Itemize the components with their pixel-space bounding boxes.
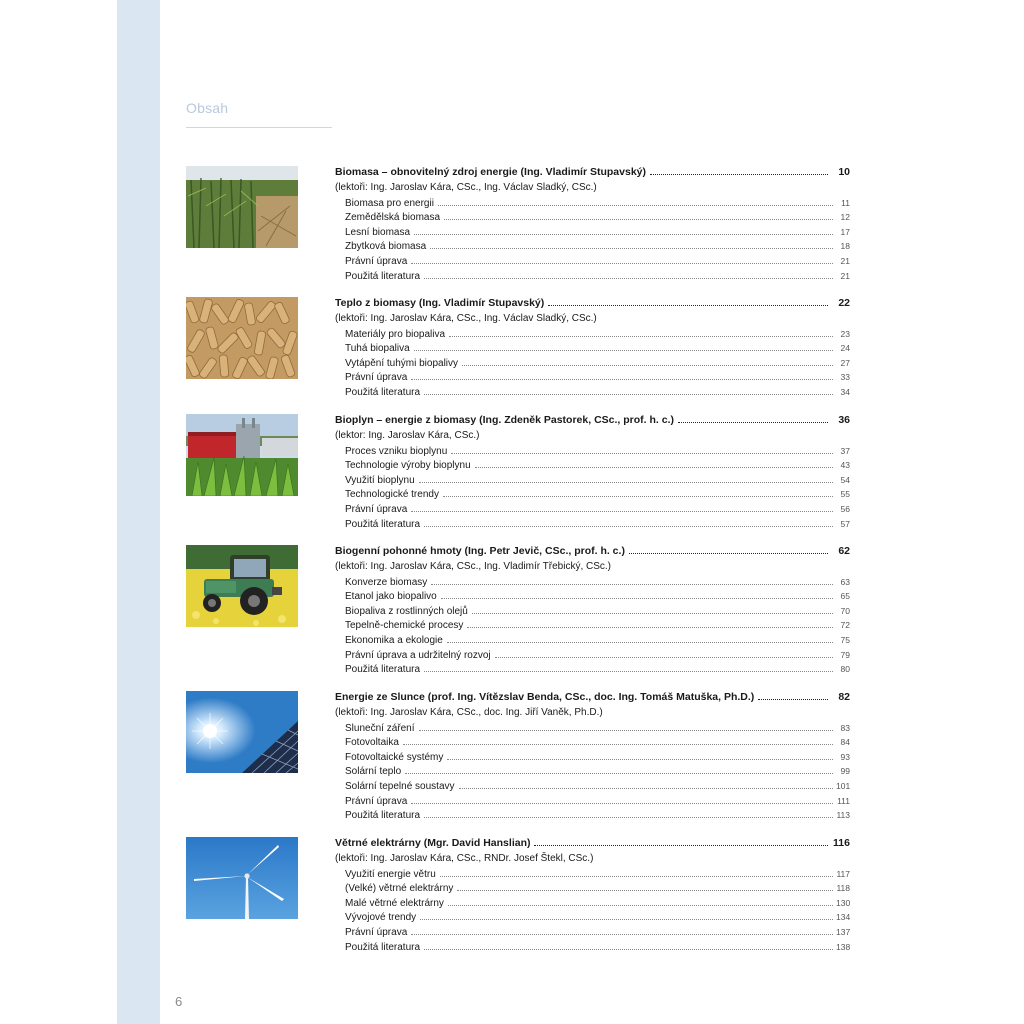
chapter-page-number: 62 xyxy=(838,545,850,557)
dot-leader xyxy=(411,379,833,380)
corn-field-photo xyxy=(186,166,298,248)
biogas-plant-photo xyxy=(186,414,298,496)
toc-item[interactable] xyxy=(335,487,850,502)
page-heading: Obsah xyxy=(186,100,229,116)
toc-item-page: 118 xyxy=(836,883,850,894)
toc-item[interactable] xyxy=(335,444,850,459)
chapter-title-text: Biomasa – obnovitelný zdroj energie (Ing. Vladimír Stupavský) xyxy=(335,166,646,178)
toc-item-page: 55 xyxy=(840,489,850,500)
toc-item-page: 72 xyxy=(840,620,850,631)
toc-item[interactable] xyxy=(335,254,850,269)
toc-item-label: Právní úprava xyxy=(345,255,408,267)
dot-leader xyxy=(420,919,833,920)
dot-leader xyxy=(411,511,833,512)
toc-item[interactable] xyxy=(335,502,850,517)
toc-item-page: 137 xyxy=(836,926,851,937)
tractor-rapeseed-photo xyxy=(186,545,298,627)
toc-item-page: 43 xyxy=(840,460,850,471)
toc-item-page: 33 xyxy=(840,372,850,383)
toc-item-label: Sluneční záření xyxy=(345,722,415,734)
chapter-reviewers: (lektoři: Ing. Jaroslav Kára, CSc., Ing. Václav Sladký, CSc.) xyxy=(335,182,597,193)
dot-leader xyxy=(451,453,833,454)
toc-item-page: 134 xyxy=(836,912,851,923)
chapter-title[interactable] xyxy=(335,691,850,706)
toc-item-page: 57 xyxy=(840,518,850,529)
toc-item-label: Tepelně-chemické procesy xyxy=(345,620,464,632)
dot-leader xyxy=(472,613,833,614)
toc-item-label: Právní úprava xyxy=(345,795,408,807)
dot-leader xyxy=(424,278,833,279)
toc-item-label: Právní úprava xyxy=(345,926,408,938)
toc-item-label: Zemědělská biomasa xyxy=(345,212,441,224)
toc-item-page: 117 xyxy=(836,868,850,879)
toc-item[interactable] xyxy=(335,196,850,211)
toc-item[interactable] xyxy=(335,225,850,240)
dot-leader xyxy=(758,699,828,700)
toc-item-label: Konverze biomasy xyxy=(345,576,428,588)
dot-leader xyxy=(411,263,833,264)
toc-item-label: Solární teplo xyxy=(345,766,402,778)
dot-leader xyxy=(419,482,833,483)
dot-leader xyxy=(462,365,833,366)
toc-item-page: 75 xyxy=(840,634,850,645)
toc-item[interactable] xyxy=(335,662,850,677)
dot-leader xyxy=(424,671,833,672)
toc-item-page: 93 xyxy=(840,751,850,762)
wood-pellets-photo xyxy=(186,297,298,379)
toc-item-label: Použitá literatura xyxy=(345,386,421,398)
toc-item-page: 21 xyxy=(840,255,850,266)
dot-leader xyxy=(457,890,833,891)
dot-leader xyxy=(438,205,833,206)
toc-item[interactable] xyxy=(335,356,850,371)
dot-leader xyxy=(431,584,833,585)
chapter-title[interactable] xyxy=(335,297,850,312)
solar-panels-photo xyxy=(186,691,298,773)
toc-item-label: Biomasa pro energii xyxy=(345,197,434,209)
toc-item-label: Etanol jako biopalivo xyxy=(345,591,437,603)
dot-leader xyxy=(414,350,833,351)
toc-item-label: Právní úprava a udržitelný rozvoj xyxy=(345,649,491,661)
toc-item[interactable] xyxy=(335,210,850,225)
dot-leader xyxy=(548,305,828,306)
toc-item[interactable] xyxy=(335,764,850,779)
dot-leader xyxy=(414,234,833,235)
dot-leader xyxy=(443,496,833,497)
dot-leader xyxy=(629,553,828,554)
toc-item-label: Tuhá biopaliva xyxy=(345,343,410,355)
dot-leader xyxy=(424,526,833,527)
dot-leader xyxy=(430,248,833,249)
toc-item-label: Právní úprava xyxy=(345,503,408,515)
toc-item-page: 27 xyxy=(840,357,850,368)
toc-item-page: 17 xyxy=(840,226,850,237)
chapter-title[interactable] xyxy=(335,166,850,181)
toc-item-label: Fotovoltaické systémy xyxy=(345,751,444,763)
toc-item[interactable] xyxy=(335,735,850,750)
toc-item[interactable] xyxy=(335,721,850,736)
toc-item-label: Malé větrné elektrárny xyxy=(345,897,444,909)
toc-item-label: (Velké) větrné elektrárny xyxy=(345,883,454,895)
dot-leader xyxy=(449,336,833,337)
dot-leader xyxy=(650,174,828,175)
chapter-page-number: 10 xyxy=(838,166,850,178)
toc-item-label: Využití bioplynu xyxy=(345,474,415,486)
dot-leader xyxy=(411,934,833,935)
dot-leader xyxy=(534,845,828,846)
toc-item[interactable] xyxy=(335,575,850,590)
toc-item[interactable] xyxy=(335,370,850,385)
chapter-title-text: Bioplyn – energie z biomasy (Ing. Zdeněk Pastorek, CSc., prof. h. c.) xyxy=(335,414,674,426)
toc-item[interactable] xyxy=(335,779,850,794)
dot-leader xyxy=(444,219,833,220)
toc-item[interactable] xyxy=(335,648,850,663)
toc-item-page: 23 xyxy=(840,328,850,339)
chapter-title-text: Teplo z biomasy (Ing. Vladimír Stupavský) xyxy=(335,297,545,309)
chapter-page-number: 22 xyxy=(838,297,850,309)
toc-item-label: Proces vzniku bioplynu xyxy=(345,445,448,457)
toc-item-page: 83 xyxy=(840,722,850,733)
toc-item-label: Lesní biomasa xyxy=(345,226,411,238)
dot-leader xyxy=(411,803,833,804)
dot-leader xyxy=(447,759,833,760)
toc-item-label: Materiály pro biopaliva xyxy=(345,328,446,340)
toc-item[interactable] xyxy=(335,618,850,633)
toc-item-page: 65 xyxy=(840,591,850,602)
toc-item[interactable] xyxy=(335,589,850,604)
toc-item-label: Využití energie větru xyxy=(345,868,436,880)
toc-item[interactable] xyxy=(335,881,850,896)
chapter-page-number: 36 xyxy=(838,414,850,426)
chapter-reviewers: (lektoři: Ing. Jaroslav Kára, CSc., Ing. Václav Sladký, CSc.) xyxy=(335,313,597,324)
chapter-page-number: 116 xyxy=(833,837,850,849)
dot-leader xyxy=(403,744,833,745)
toc-item[interactable] xyxy=(335,458,850,473)
toc-item-page: 84 xyxy=(840,737,850,748)
dot-leader xyxy=(475,467,833,468)
toc-item-label: Vývojové trendy xyxy=(345,912,417,924)
toc-item-page: 138 xyxy=(836,941,851,952)
dot-leader xyxy=(448,905,833,906)
toc-item-page: 101 xyxy=(836,780,851,791)
dot-leader xyxy=(678,422,828,423)
toc-item-label: Technologické trendy xyxy=(345,489,439,501)
toc-item[interactable] xyxy=(335,867,850,882)
toc-item[interactable] xyxy=(335,633,850,648)
dot-leader xyxy=(495,657,833,658)
toc-item-label: Biopaliva z rostlinných olejů xyxy=(345,605,468,617)
chapter-title[interactable] xyxy=(335,837,850,852)
toc-item-page: 56 xyxy=(840,503,850,514)
toc-item[interactable] xyxy=(335,327,850,342)
chapter-title[interactable] xyxy=(335,414,850,429)
dot-leader xyxy=(405,773,833,774)
toc-item[interactable] xyxy=(335,385,850,400)
toc-item[interactable] xyxy=(335,910,850,925)
toc-item[interactable] xyxy=(335,925,850,940)
dot-leader xyxy=(467,627,833,628)
chapter-page-number: 82 xyxy=(838,691,850,703)
toc-item-page: 34 xyxy=(840,386,850,397)
chapter-reviewers: (lektoři: Ing. Jaroslav Kára, CSc., Ing. Vladimír Třebický, CSc.) xyxy=(335,561,612,572)
chapter-reviewers: (lektoři: Ing. Jaroslav Kára, CSc., doc. Ing. Jiří Vaněk, Ph.D.) xyxy=(335,707,603,718)
toc-item[interactable] xyxy=(335,341,850,356)
toc-item-label: Vytápění tuhými biopalivy xyxy=(345,357,459,369)
toc-item-page: 11 xyxy=(841,197,850,208)
dot-leader xyxy=(459,788,833,789)
chapter-reviewers: (lektoři: Ing. Jaroslav Kára, CSc., RNDr. Josef Štekl, CSc.) xyxy=(335,853,594,864)
side-band xyxy=(117,0,160,1024)
dot-leader xyxy=(424,949,833,950)
toc-item-page: 63 xyxy=(840,576,850,587)
chapter-reviewers: (lektor: Ing. Jaroslav Kára, CSc.) xyxy=(335,430,480,441)
dot-leader xyxy=(424,394,833,395)
toc-item[interactable] xyxy=(335,940,850,955)
toc-item-page: 79 xyxy=(840,649,850,660)
toc-item-page: 130 xyxy=(836,897,851,908)
toc-item-page: 18 xyxy=(840,241,850,252)
toc-item-page: 24 xyxy=(840,343,850,354)
toc-item-page: 54 xyxy=(840,474,850,485)
dot-leader xyxy=(441,598,833,599)
dot-leader xyxy=(447,642,833,643)
toc-item[interactable] xyxy=(335,239,850,254)
toc-item-page: 37 xyxy=(840,445,850,456)
chapter-title[interactable] xyxy=(335,545,850,560)
dot-leader xyxy=(419,730,834,731)
heading-rule xyxy=(186,127,332,128)
toc-item[interactable] xyxy=(335,750,850,765)
toc-item-page: 21 xyxy=(840,270,850,281)
chapter-title-text: Větrné elektrárny (Mgr. David Hanslian) xyxy=(335,837,531,849)
toc-item-page: 99 xyxy=(840,766,850,777)
toc-item-page: 111 xyxy=(837,795,850,806)
wind-turbine-photo xyxy=(186,837,298,919)
toc-item-label: Použitá literatura xyxy=(345,810,421,822)
dot-leader xyxy=(440,876,833,877)
toc-item[interactable] xyxy=(335,269,850,284)
toc-item[interactable] xyxy=(335,517,850,532)
toc-item[interactable] xyxy=(335,808,850,823)
toc-item-label: Právní úprava xyxy=(345,372,408,384)
toc-item-label: Použitá literatura xyxy=(345,664,421,676)
toc-item-label: Fotovoltaika xyxy=(345,737,399,749)
dot-leader xyxy=(424,817,833,818)
toc-item[interactable] xyxy=(335,896,850,911)
toc-item-page: 70 xyxy=(840,605,850,616)
toc-item[interactable] xyxy=(335,473,850,488)
page-number: 6 xyxy=(175,994,183,1009)
toc-item-label: Solární tepelné soustavy xyxy=(345,780,455,792)
toc-item[interactable] xyxy=(335,604,850,619)
toc-item-label: Ekonomika a ekologie xyxy=(345,634,443,646)
toc-item-label: Technologie výroby bioplynu xyxy=(345,460,471,472)
toc-item-page: 80 xyxy=(840,664,850,675)
chapter-title-text: Energie ze Slunce (prof. Ing. Vítězslav Benda, CSc., doc. Ing. Tomáš Matuška, Ph.D.) xyxy=(335,691,755,703)
toc-item-label: Použitá literatura xyxy=(345,270,421,282)
toc-item[interactable] xyxy=(335,794,850,809)
toc-item-label: Použitá literatura xyxy=(345,518,421,530)
toc-item-label: Zbytková biomasa xyxy=(345,241,427,253)
toc-item-label: Použitá literatura xyxy=(345,941,421,953)
toc-item-page: 12 xyxy=(840,212,850,223)
chapter-title-text: Biogenní pohonné hmoty (Ing. Petr Jevič, CSc., prof. h. c.) xyxy=(335,545,625,557)
toc-item-page: 113 xyxy=(836,810,850,821)
